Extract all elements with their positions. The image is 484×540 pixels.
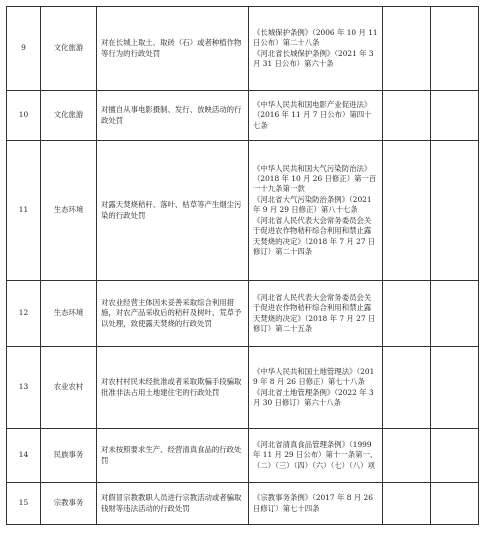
empty-cell (431, 429, 479, 483)
table-row (7, 7, 479, 91)
empty-cell (383, 281, 431, 347)
empty-cell (431, 347, 479, 429)
empty-cell (383, 483, 431, 525)
row-description: 对擅自从事电影摄制、发行、放映活动的行政处罚 (97, 91, 249, 141)
empty-cell (431, 281, 479, 347)
row-category: 宗教事务 (41, 483, 97, 525)
empty-cell (383, 429, 431, 483)
legal-basis-line: 《河北省人民代表大会常务委员会关于促进农作物秸秆综合利用和禁止露天焚烧的决定》（2018 年 7 月 27 日修订）第二十四条 (253, 215, 376, 256)
legal-basis-line: 《中华人民共和国电影产业促进法》（2016 年 11 月 7 日公布）第四十七条 (253, 99, 372, 130)
row-number: 11 (7, 141, 41, 281)
legal-basis-line: 《河北省长城保护条例》（2021 年 3 月 31 日公布）第六十条 (253, 48, 374, 68)
row-number: 9 (7, 7, 41, 91)
row-category: 农业农村 (41, 347, 97, 429)
row-number: 12 (7, 281, 41, 347)
legal-basis-line: 《河北省大气污染防治条例》（2021 年 9 月 29 日修正）第八十七条 (253, 194, 372, 215)
legal-basis-line: 《中华人民共和国土地管理法》（2019 年 8 月 26 日修正）第七十八条 (253, 366, 375, 387)
legal-basis-line: 《宗教事务条例》（2017 年 8 月 26 日修订）第七十四条 (253, 493, 373, 513)
legal-basis-line: 《长城保护条例》（2006 年 10 月 11 日公布）第二十八条 (253, 27, 378, 48)
empty-cell (431, 91, 479, 141)
row-number: 10 (7, 91, 41, 141)
table-row (7, 347, 479, 429)
row-legal-basis (249, 347, 383, 429)
row-category: 生态环境 (41, 281, 97, 347)
row-legal-basis (249, 91, 383, 141)
legal-basis-line: 《河北省清真食品管理条例》（1999 年 11 月 29 日公布）第十一条第一、（二）（三）（四）（六）（七）（八）项 (253, 439, 378, 470)
empty-cell (431, 483, 479, 525)
legal-basis-line: 《河北省土地管理条例》（2022 年 3 月 30 日修订）第六十八条 (253, 387, 374, 407)
row-number: 13 (7, 347, 41, 429)
row-legal-basis (249, 7, 383, 91)
row-description: 对农业经营主体因未妥善采取综合利用措施，对农产品采收后的秸秆及树叶、荒草予以处理，致使露天焚烧的行政处罚 (97, 281, 249, 347)
row-description: 对农村村民未经批准或者采取欺骗手段骗取批准非法占用土地建住宅的行政处罚 (97, 347, 249, 429)
empty-cell (383, 7, 431, 91)
row-legal-basis (249, 141, 383, 281)
table-row (7, 429, 479, 483)
row-category: 生态环境 (41, 141, 97, 281)
row-description: 对在长城上取土、取砖（石）或者种植作物等行为的行政处罚 (97, 7, 249, 91)
row-legal-basis (249, 483, 383, 525)
empty-cell (383, 91, 431, 141)
table-row (7, 141, 479, 281)
row-number: 14 (7, 429, 41, 483)
table-row (7, 281, 479, 347)
row-legal-basis (249, 429, 383, 483)
table-row (7, 91, 479, 141)
empty-cell (431, 141, 479, 281)
row-description: 对未按照要求生产、经营清真食品的行政处罚 (97, 429, 249, 483)
row-description: 对假冒宗教教职人员进行宗教活动或者骗取钱财等违法活动的行政处罚 (97, 483, 249, 525)
legal-basis-line: 《中华人民共和国大气污染防治法》（2018 年 10 月 26 日修正）第一百一十九条第一款 (253, 163, 377, 194)
row-category: 文化旅游 (41, 91, 97, 141)
row-legal-basis (249, 281, 383, 347)
table-body (7, 7, 479, 525)
empty-cell (383, 141, 431, 281)
row-category: 文化旅游 (41, 7, 97, 91)
legal-basis-line: 《河北省人民代表大会常务委员会关于促进农作物秸秆综合利用和禁止露天焚烧的决定》（2018 年 7 月 27 日修订）第二十五条 (253, 292, 376, 333)
row-category: 民族事务 (41, 429, 97, 483)
table-row (7, 483, 479, 525)
empty-cell (383, 347, 431, 429)
penalty-items-table (6, 6, 479, 525)
row-number: 15 (7, 483, 41, 525)
empty-cell (431, 7, 479, 91)
row-description: 对露天焚烧秸秆、落叶、枯草等产生烟尘污染的行政处罚 (97, 141, 249, 281)
